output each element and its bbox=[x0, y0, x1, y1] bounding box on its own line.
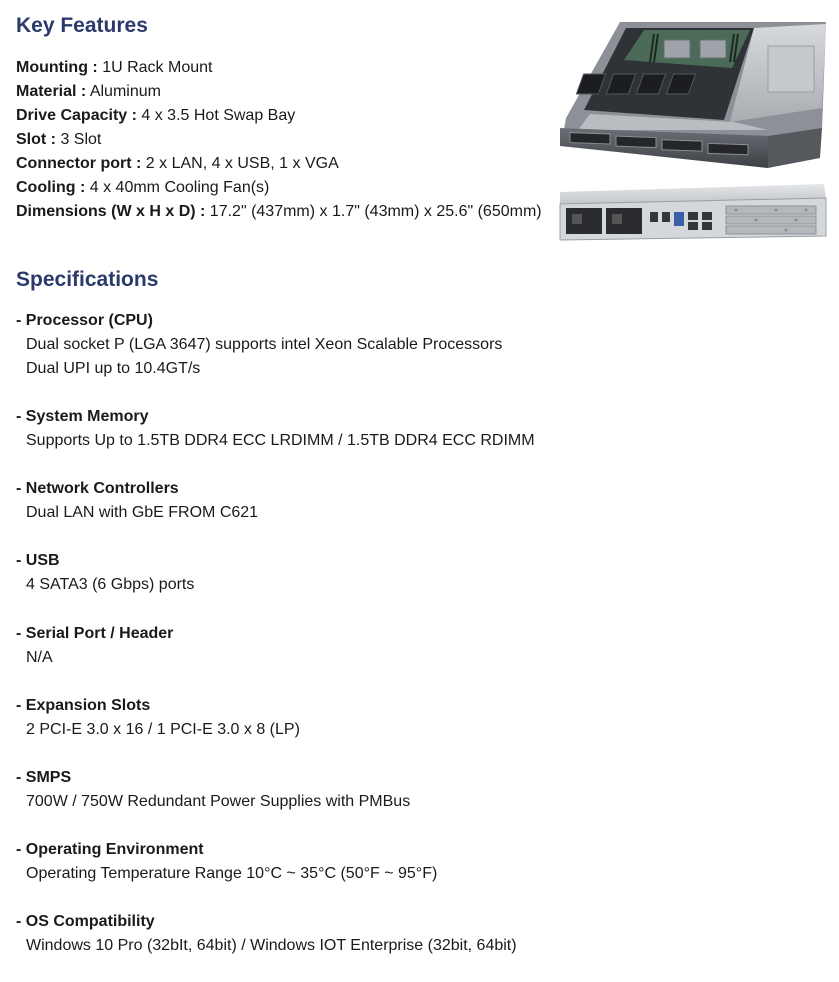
specifications-list bbox=[16, 309, 535, 982]
feature-label: Drive Capacity : bbox=[16, 107, 137, 124]
feature-value: 1U Rack Mount bbox=[97, 59, 213, 76]
spec-expansion-slots bbox=[16, 694, 535, 742]
spec-os-compatibility bbox=[16, 910, 535, 958]
feature-value: 4 x 40mm Cooling Fan(s) bbox=[85, 179, 270, 196]
spec-heading: - Processor (CPU) bbox=[16, 312, 153, 329]
spec-heading: - OS Compatibility bbox=[16, 913, 155, 930]
feature-value: 4 x 3.5 Hot Swap Bay bbox=[136, 107, 296, 124]
spec-heading: - Operating Environment bbox=[16, 841, 204, 858]
spec-processor bbox=[16, 309, 535, 381]
spec-heading: - Expansion Slots bbox=[16, 697, 151, 714]
feature-value: 3 Slot bbox=[56, 131, 102, 148]
feature-material bbox=[16, 80, 542, 104]
feature-slot bbox=[16, 128, 542, 152]
feature-value: 2 x LAN, 4 x USB, 1 x VGA bbox=[141, 155, 339, 172]
spec-line: N/A bbox=[26, 649, 53, 666]
spec-operating-environment bbox=[16, 838, 535, 886]
spec-line: 700W / 750W Redundant Power Supplies with PMBus bbox=[26, 793, 411, 810]
feature-label: Mounting : bbox=[16, 59, 98, 76]
spec-network-controllers bbox=[16, 477, 535, 525]
spec-line: Dual UPI up to 10.4GT/s bbox=[26, 360, 201, 377]
spec-serial-port bbox=[16, 622, 535, 670]
feature-value: Aluminum bbox=[86, 83, 161, 100]
feature-connector-port bbox=[16, 152, 542, 176]
spec-line: Dual socket P (LGA 3647) supports intel Xeon Scalable Processors bbox=[26, 336, 503, 353]
spec-heading: - Network Controllers bbox=[16, 480, 179, 497]
spec-line: Supports Up to 1.5TB DDR4 ECC LRDIMM / 1.5TB DDR4 ECC RDIMM bbox=[26, 432, 535, 449]
feature-value: 17.2" (437mm) x 1.7" (43mm) x 25.6" (650mm) bbox=[205, 203, 542, 220]
spec-smps bbox=[16, 766, 535, 814]
feature-label: Cooling : bbox=[16, 179, 86, 196]
feature-cooling bbox=[16, 176, 542, 200]
server-chassis-top-view-image bbox=[554, 18, 828, 172]
spec-heading: - USB bbox=[16, 552, 60, 569]
spec-heading: - Serial Port / Header bbox=[16, 625, 174, 642]
key-features-list bbox=[16, 56, 542, 224]
spec-line: 4 SATA3 (6 Gbps) ports bbox=[26, 576, 195, 593]
feature-label: Material : bbox=[16, 83, 87, 100]
spec-line: 2 PCI-E 3.0 x 16 / 1 PCI-E 3.0 x 8 (LP) bbox=[26, 721, 300, 738]
spec-line: Windows 10 Pro (32bIt, 64bit) / Windows IOT Enterprise (32bit, 64bit) bbox=[26, 937, 517, 954]
spec-heading: - SMPS bbox=[16, 769, 72, 786]
feature-mounting bbox=[16, 56, 542, 80]
specifications-title: Specifications bbox=[16, 268, 159, 291]
spec-usb bbox=[16, 549, 535, 597]
spec-heading: - System Memory bbox=[16, 408, 149, 425]
key-features-title: Key Features bbox=[16, 14, 148, 37]
spec-line: Operating Temperature Range 10°C ~ 35°C (50°F ~ 95°F) bbox=[26, 865, 438, 882]
feature-label: Dimensions (W x H x D) : bbox=[16, 203, 206, 220]
spec-line: Dual LAN with GbE FROM C621 bbox=[26, 504, 259, 521]
feature-label: Slot : bbox=[16, 131, 56, 148]
spec-system-memory bbox=[16, 405, 535, 453]
feature-drive-capacity bbox=[16, 104, 542, 128]
feature-dimensions bbox=[16, 200, 542, 224]
server-chassis-rear-view-image bbox=[556, 182, 828, 242]
feature-label: Connector port : bbox=[16, 155, 142, 172]
